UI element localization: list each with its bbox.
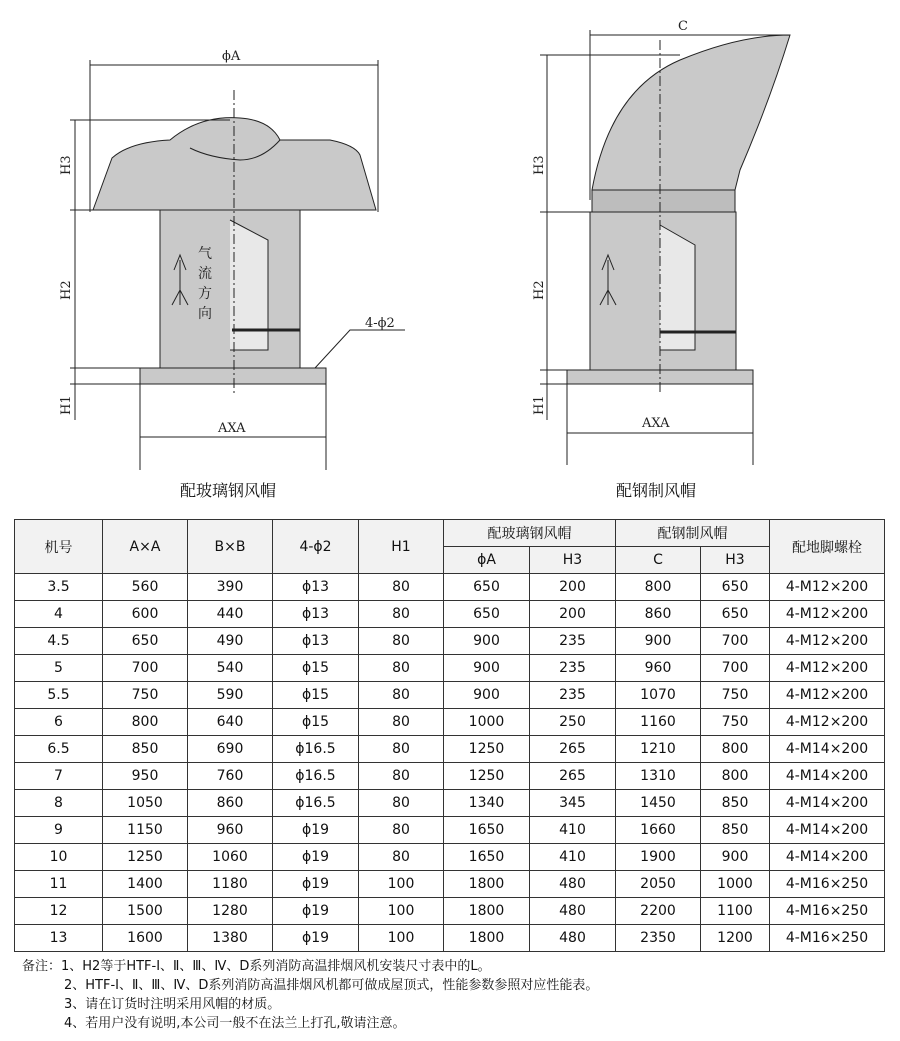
table-cell: 860 [616,601,701,628]
th-frp-a: ϕA [444,547,530,574]
table-cell: ϕ16.5 [273,763,359,790]
table-cell: 13 [15,925,103,952]
table-row [15,763,885,790]
dim-H3-left: H3 [59,155,74,175]
table-cell: 80 [359,601,444,628]
table-row [15,925,885,952]
table-cell: 1380 [188,925,273,952]
table-cell: 1070 [616,682,701,709]
table-cell: 700 [103,655,188,682]
table-cell: 650 [444,601,530,628]
th-axa: A×A [103,520,188,574]
table-cell: 900 [444,655,530,682]
table-cell: 1450 [616,790,701,817]
table-cell: 1400 [103,871,188,898]
table-cell: 1060 [188,844,273,871]
table-cell: 6.5 [15,736,103,763]
table-cell: 100 [359,925,444,952]
table-cell: ϕ13 [273,574,359,601]
table-cell: 4-M14×200 [770,763,885,790]
table-cell: 1100 [701,898,770,925]
note-4: 4、若用户没有说明,本公司一般不在法兰上打孔,敬请注意。 [64,1016,406,1031]
table-cell: 1600 [103,925,188,952]
table-cell: ϕ19 [273,925,359,952]
dim-H3-right: H3 [532,155,547,175]
table-row [15,898,885,925]
table-cell: 1650 [444,844,530,871]
table-cell: ϕ16.5 [273,790,359,817]
table-cell: 800 [701,736,770,763]
table-cell: 410 [530,844,616,871]
table-cell: 1200 [701,925,770,952]
table-row [15,682,885,709]
table-cell: 1650 [444,817,530,844]
fan-diagrams [0,0,900,510]
table-cell: 560 [103,574,188,601]
table-cell: 480 [530,898,616,925]
table-cell: 235 [530,682,616,709]
table-cell: 5.5 [15,682,103,709]
table-row [15,709,885,736]
table-cell: 1160 [616,709,701,736]
table-cell: 8 [15,790,103,817]
table-cell: 4-M12×200 [770,682,885,709]
table-cell: 4-M12×200 [770,709,885,736]
table-cell: 200 [530,601,616,628]
table-cell: 80 [359,574,444,601]
table-cell: 4-M16×250 [770,898,885,925]
table-cell: 1250 [444,736,530,763]
airflow-4: 向 [198,306,212,322]
airflow-3: 方 [198,286,212,302]
table-cell: 4-M16×250 [770,871,885,898]
table-cell: 590 [188,682,273,709]
note-2: 2、HTF-Ⅰ、Ⅱ、Ⅲ、Ⅳ、D系列消防高温排烟风机都可做成屋顶式，性能参数参照对应性能表。 [64,978,599,993]
table-cell: ϕ15 [273,682,359,709]
th-steel: 配钢制风帽 [616,520,770,547]
table-cell: ϕ19 [273,898,359,925]
table-cell: 950 [103,763,188,790]
table-cell: 11 [15,871,103,898]
table-cell: 80 [359,736,444,763]
table-cell: 1280 [188,898,273,925]
table-cell: 100 [359,871,444,898]
th-frp: 配玻璃钢风帽 [444,520,616,547]
table-cell: 1250 [103,844,188,871]
table-cell: 480 [530,871,616,898]
table-cell: 650 [103,628,188,655]
table-cell: 1050 [103,790,188,817]
table-row [15,844,885,871]
table-cell: 235 [530,655,616,682]
table-cell: 700 [701,655,770,682]
table-cell: 4-M14×200 [770,817,885,844]
table-cell: 80 [359,709,444,736]
table-row [15,790,885,817]
table-cell: 80 [359,844,444,871]
table-cell: 640 [188,709,273,736]
table-cell: 490 [188,628,273,655]
dim-H1-left: H1 [59,395,74,415]
table-cell: 4-M14×200 [770,790,885,817]
table-cell: 600 [103,601,188,628]
table-cell: 650 [701,574,770,601]
th-steel-c: C [616,547,701,574]
table-cell: 1900 [616,844,701,871]
table-cell: 800 [616,574,701,601]
table-cell: 4-M14×200 [770,844,885,871]
table-cell: 235 [530,628,616,655]
table-cell: ϕ19 [273,844,359,871]
table-cell: 2050 [616,871,701,898]
table-cell: 850 [103,736,188,763]
th-bolts: 配地脚螺栓 [770,520,885,574]
table-cell: ϕ13 [273,628,359,655]
table-cell: 4-M16×250 [770,925,885,952]
table-row [15,574,885,601]
table-cell: 1800 [444,925,530,952]
table-cell: 80 [359,628,444,655]
table-cell: 700 [701,628,770,655]
table-cell: 860 [188,790,273,817]
table-cell: 12 [15,898,103,925]
table-cell: 1180 [188,871,273,898]
table-cell: ϕ19 [273,871,359,898]
table-cell: 100 [359,898,444,925]
table-cell: 9 [15,817,103,844]
dim-H1-right: H1 [532,395,547,415]
table-cell: ϕ15 [273,709,359,736]
table-row [15,817,885,844]
table-cell: 80 [359,763,444,790]
table-cell: 900 [701,844,770,871]
note-1: 备注：1、H2等于HTF-Ⅰ、Ⅱ、Ⅲ、Ⅳ、D系列消防高温排烟风机安装尺寸表中的L。 [22,959,491,974]
table-cell: 1150 [103,817,188,844]
table-cell: 1800 [444,871,530,898]
table-row [15,601,885,628]
table-cell: 4 [15,601,103,628]
table-cell: 650 [701,601,770,628]
table-cell: 4-M12×200 [770,655,885,682]
table-cell: 1000 [444,709,530,736]
table-cell: 265 [530,763,616,790]
table-cell: 750 [701,682,770,709]
table-cell: 200 [530,574,616,601]
th-frp-h3: H3 [530,547,616,574]
table-cell: 4.5 [15,628,103,655]
table-cell: 960 [616,655,701,682]
table-row [15,628,885,655]
airflow-1: 气 [198,246,212,262]
table-cell: 900 [616,628,701,655]
table-cell: 1310 [616,763,701,790]
th-holes: 4-ϕ2 [273,520,359,574]
th-h1: H1 [359,520,444,574]
table-cell: 3.5 [15,574,103,601]
table-cell: 750 [103,682,188,709]
table-cell: 80 [359,817,444,844]
th-steel-h3: H3 [701,547,770,574]
table-cell: 1340 [444,790,530,817]
table-row [15,736,885,763]
caption-frp: 配玻璃钢风帽 [180,481,277,500]
table-cell: 1000 [701,871,770,898]
table-cell: 7 [15,763,103,790]
table-cell: 2350 [616,925,701,952]
table-cell: 690 [188,736,273,763]
notes [22,957,598,1033]
table-cell: 1660 [616,817,701,844]
table-cell: 760 [188,763,273,790]
table-cell: 650 [444,574,530,601]
table-cell: 6 [15,709,103,736]
table-cell: 900 [444,628,530,655]
table-cell: 4-M12×200 [770,574,885,601]
table-cell: 80 [359,790,444,817]
table-cell: 1210 [616,736,701,763]
dim-holes: 4-ϕ2 [365,316,395,331]
table-cell: 540 [188,655,273,682]
table-cell: 4-M12×200 [770,601,885,628]
table-cell: 390 [188,574,273,601]
table-cell: 2200 [616,898,701,925]
dim-H2-left: H2 [59,280,74,300]
table-cell: 4-M12×200 [770,628,885,655]
table-cell: 800 [701,763,770,790]
table-cell: 440 [188,601,273,628]
table-cell: 1250 [444,763,530,790]
table-cell: 410 [530,817,616,844]
table-cell: 1800 [444,898,530,925]
th-bxb: B×B [188,520,273,574]
th-model: 机号 [15,520,103,574]
dim-AXA-right: AXA [642,416,670,431]
table-row [15,655,885,682]
dim-C: C [678,19,688,34]
caption-steel: 配钢制风帽 [616,481,697,500]
steel-cap-fan-drawing [540,30,790,465]
frp-cap-fan-drawing [70,60,405,470]
table-cell: 800 [103,709,188,736]
table-cell: 900 [444,682,530,709]
note-3: 3、请在订货时注明采用风帽的材质。 [64,997,281,1012]
table-cell: 265 [530,736,616,763]
table-cell: 960 [188,817,273,844]
table-cell: 480 [530,925,616,952]
table-cell: 4-M14×200 [770,736,885,763]
airflow-2: 流 [198,266,212,282]
table-cell: 750 [701,709,770,736]
table-cell: 80 [359,682,444,709]
dim-phiA: ϕA [222,49,241,64]
dimension-table [14,519,885,952]
table-cell: ϕ19 [273,817,359,844]
table-cell: ϕ15 [273,655,359,682]
table-cell: 5 [15,655,103,682]
table-cell: ϕ13 [273,601,359,628]
table-cell: 345 [530,790,616,817]
dim-H2-right: H2 [532,280,547,300]
table-cell: ϕ16.5 [273,736,359,763]
table-cell: 80 [359,655,444,682]
table-cell: 1500 [103,898,188,925]
table-cell: 250 [530,709,616,736]
table-cell: 10 [15,844,103,871]
table-row [15,871,885,898]
table-cell: 850 [701,790,770,817]
dim-AXA-left: AXA [218,421,246,436]
table-cell: 850 [701,817,770,844]
